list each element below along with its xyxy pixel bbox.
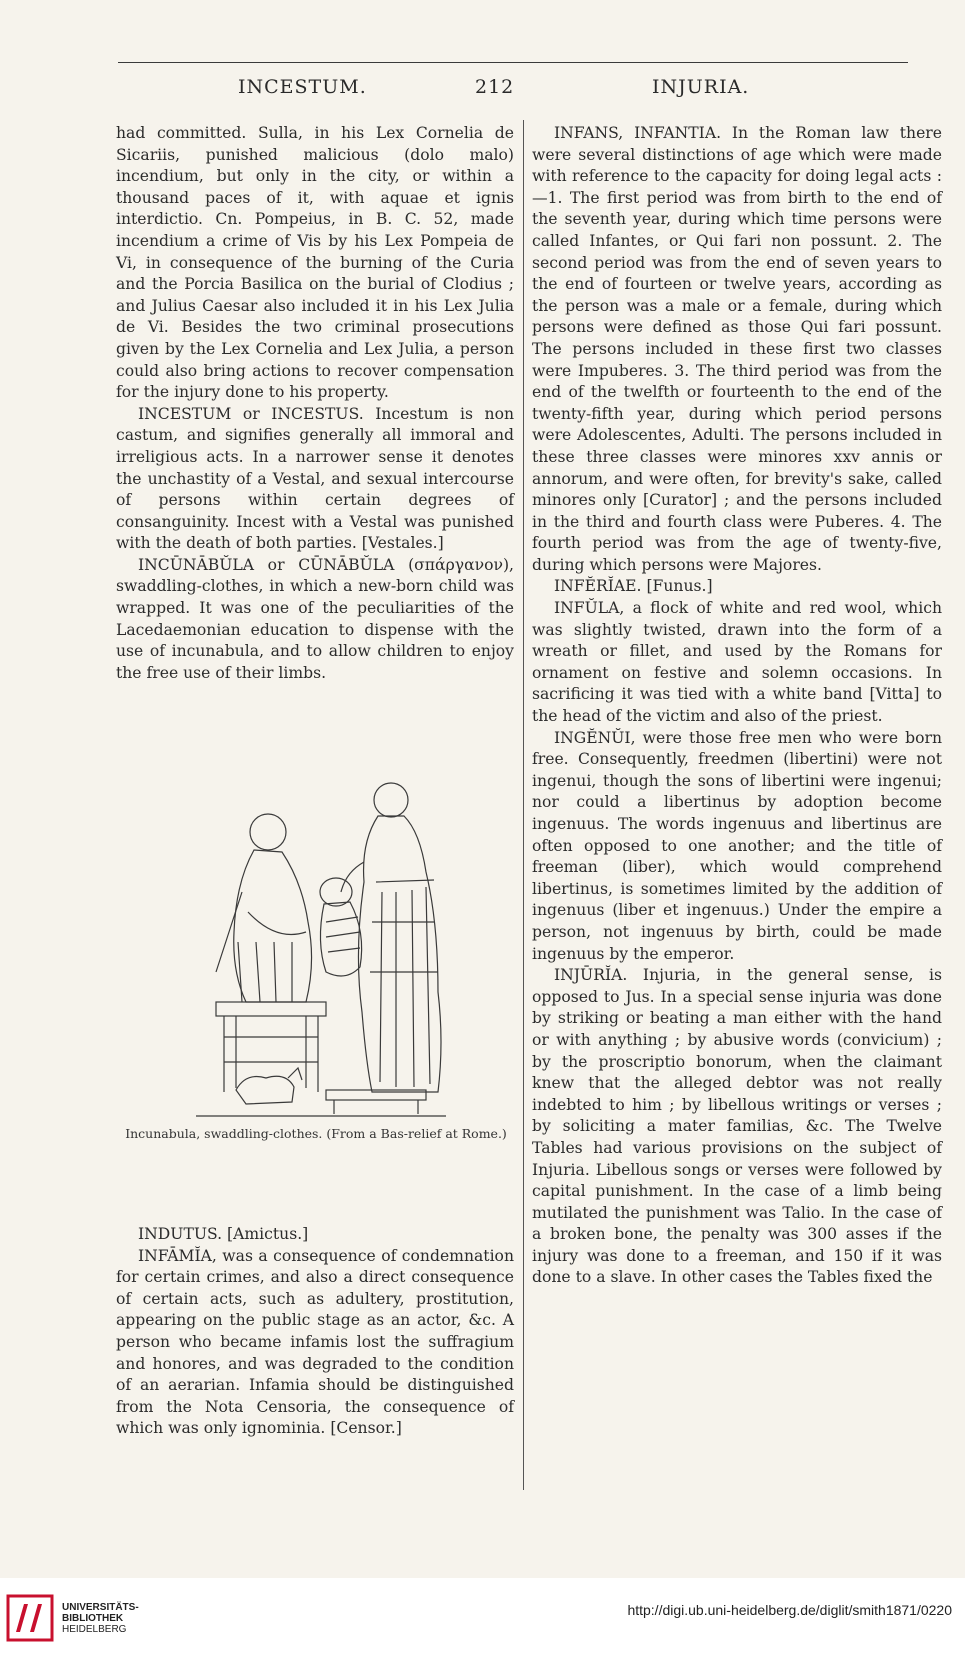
left-column [116,123,514,684]
entry-infula: INFŬLA, a flock of white and red wool, which was slightly twisted, drawn into the form of a wreath or fillet, and used by the Romans for ornament on festive and solemn occasions. In sacrificing it was tied with a white band [Vitta] to the head of the victim and also of the priest. [532,599,942,726]
infant-swaddled-body [320,902,361,976]
entry-incestum: INCESTUM or INCESTUS. Incestum is non castum, and signifies generally all immoral and irreligious acts. In a narrower sense it denotes the unchastity of a Vestal, and sexual intercourse of persons within certain degrees of consanguinity. Incest with a Vestal was punished with the death of both parties. [Vestales.] [116,404,514,553]
running-head-left: INCESTUM. [238,76,367,98]
page-number: 212 [475,76,515,98]
top-rule [118,62,908,63]
entry-indutus: INDUTUS. [Amictus.] [138,1225,309,1243]
left-column-bottom [116,1224,514,1440]
stool-seat [216,1002,326,1016]
footer-bar [0,1578,972,1655]
entry-inferiae: INFĔRĬAE. [Funus.] [554,577,713,596]
entry-infans: INFANS, INFANTIA. In the Roman law there were several distinctions of age which were made with reference to the capacity for doing legal acts :—1. The first period was from birth to the end of the seventh year, during which time persons were called Infantes, or Qui fari non possunt. 2. The second period was from the end of seven years to the end of fourteen or twelve years, according as the person was a male or a female, during which persons were defined as those Qui fari possunt. The persons included in these first two classes were Impuberes. 3. The third period was from the end of the twelfth or fourteenth to the end of the twenty-fifth year, during which period persons were Adolescentes, Adulti. The persons included in these three classes were minores xxv annis or annorum, and were often, for brevity's sake, called minores only [Curator] ; and the persons included in the third and fourth class were Puberes. 4. The fourth period was from the age of twenty-five, during which persons were Majores. [532,124,942,574]
library-name-line-2: BIBLIOTHEK [62,1613,124,1624]
standing-figure-body [358,816,441,1092]
library-name [62,1602,139,1635]
standing-figure-head [374,783,408,817]
right-column [532,123,942,1289]
paragraph-incendium-cont: had committed. Sulla, in his Lex Cornelia de Sicariis, punished malicious (dolo malo) incendium, but only in the city, or within a thousand paces of it, with aquae et ignis interdictio. Cn. Pompeius, in B. C. 52, made incendium a crime of Vis by his Lex Pompeia de Vi, in consequence of the burning of the Curia and the Porcia Basilica on the burial of Clodius ; and Julius Caesar also included it in his Lex Julia de Vi. Besides the two criminal prosecutions given by the Lex Cornelia and Lex Julia, a person could also bring actions to recover compensation for the injury done to his property. [116,124,514,402]
bas-relief-illustration [176,772,456,1122]
library-name-line-3: HEIDELBERG [62,1624,127,1635]
library-name-line-1: UNIVERSITÄTS- [62,1602,139,1613]
entry-ingenui: INGĔNŬI, were those free men who were born free. Consequently, freedmen (libertini) were not ingenui, though the sons of libertini were ingenui; nor could a libertinus by adoption become ingenuus. The words ingenuus and libertinus are often opposed to one another; and the title of freeman (liber), which would comprehend libertinus, is sometimes limited by the addition of ingenuus (liber et ingenuus.) Under the empire a person, not ingenuus by birth, could be made ingenuus by the emperor. [532,728,942,963]
running-head-right: INJURIA. [652,76,750,98]
library-logo-icon [6,1594,54,1646]
entry-injuria: INJŪRĬA. Injuria, in the general sense, is opposed to Jus. In a special sense injuria was done by striking or beating a man either with the hand or with anything ; by abusive words (convicium) ; by the proscriptio bonorum, when the claimant knew that the alleged debtor was not really indebted to him ; by libellous writings or verses ; by soliciting a mater familias, &c. The Twelve Tables had various provisions on the subject of Injuria. Libellous songs or verses were followed by capital punishment. In the case of a limb being mutilated the punishment was Talio. In the case of a broken bone, the penalty was 300 asses if the injury was done to a freeman, and 150 if it was done to a slave. In other cases the Tables fixed the [532,966,942,1287]
seated-figure-head [250,814,286,850]
column-separator [523,120,524,1490]
seated-figure-body [234,850,312,1002]
figure-caption: Incunabula, swaddling-clothes. (From a Bas-relief at Rome.) [125,1126,507,1141]
entry-incunabula: INCŪNĀBŬLA or CŪNĀBŬLA (σπάργανον), swaddling-clothes, in which a new-born child was wrapped. It was one of the peculiarities of the Lacedaemonian education to dispense with the use of incunabula, and to allow children to enjoy the free use of their limbs. [116,555,514,682]
permalink-url[interactable]: http://digi.ub.uni-heidelberg.de/diglit/smith1871/0220 [627,1602,952,1618]
entry-infamia: INFĀMĬA, was a consequence of condemnation for certain crimes, and also a direct consequence of certain acts, such as adultery, prostitution, appearing on the public stage as an actor, &c. A person who became infamis lost the suffragium and honores, and was degraded to the condition of an aerarian. Infamia should be distinguished from the Nota Censoria, the consequence of which was only ignominia. [Censor.] [116,1246,514,1438]
figure-incunabula [116,772,516,1141]
dog [236,1076,294,1104]
